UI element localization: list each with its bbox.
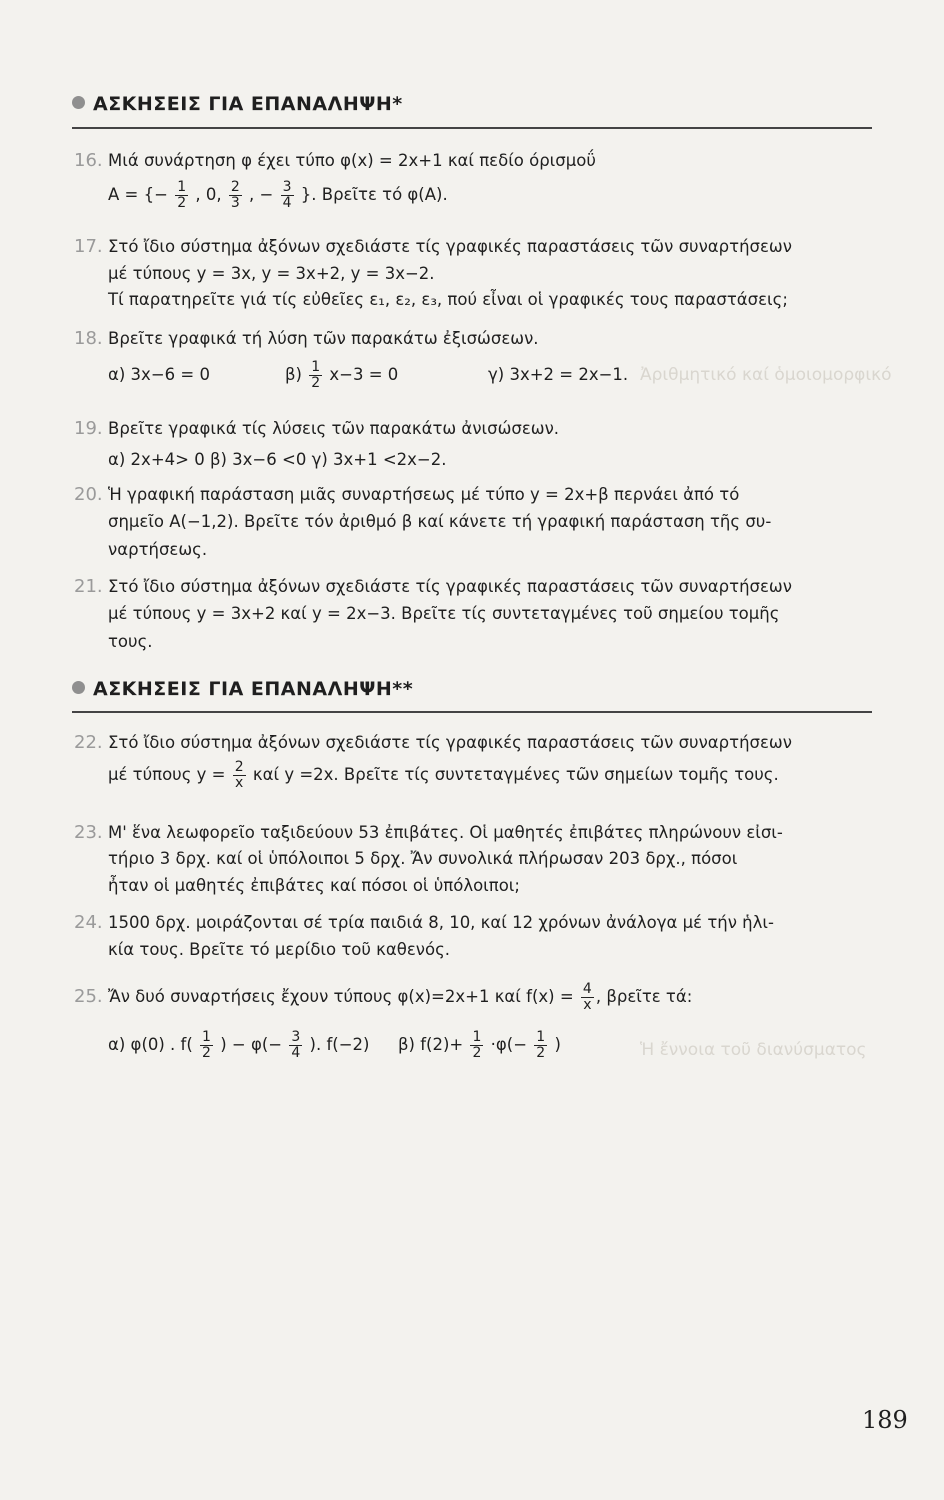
inequalities: α) 2x+4> 0 β) 3x−6 <0 γ) 3x+1 <2x−2. (108, 450, 447, 469)
numerator: 4 (582, 981, 592, 997)
expression-text: β) f(2)+ (397, 1035, 464, 1054)
exercise-text: μέ τύπους y = 3x, y = 3x+2, y = 3x−2. (108, 264, 435, 283)
denominator: 2 (536, 1045, 546, 1061)
exercise-number: 22. (74, 732, 103, 753)
denominator: 4 (291, 1045, 301, 1061)
numerator: 1 (536, 1029, 546, 1045)
numerator: 3 (282, 179, 292, 195)
numerator: 2 (230, 179, 240, 195)
exercise-text: Μ' ἕνα λεωφορεῖο ταξιδεύουν 53 ἐπιβάτες. Οἱ μαθητές ἐπιβάτες πληρώνουν εἰσι- (108, 823, 783, 842)
denominator: 2 (177, 195, 187, 211)
exercise-text: μέ τύπους y = (108, 765, 226, 784)
section-title: ΑΣΚΗΣΕΙΣ ΓΙΑ ΕΠΑΝΑΛΗΨΗ* (93, 93, 403, 115)
expression-text: α) φ(0) . f( (108, 1035, 193, 1054)
exercise-25-parts (108, 1030, 561, 1061)
exercise-22-line2 (108, 760, 779, 791)
exercise-text: Βρεῖτε γραφικά τίς λύσεις τῶν παρακάτω ἀνισώσεων. (108, 419, 560, 438)
fraction (229, 180, 242, 211)
exercise-21 (74, 574, 874, 600)
denominator: 2 (202, 1045, 211, 1061)
numerator: 3 (291, 1029, 301, 1045)
exercise-text: ναρτήσεως. (108, 540, 208, 559)
denominator: 4 (282, 195, 292, 211)
exercise-20 (74, 482, 874, 508)
exercise-number: 23. (74, 822, 103, 843)
exercise-text: κία τους. Βρεῖτε τό μερίδιο τοῦ καθενός. (108, 940, 451, 959)
fraction (534, 1030, 547, 1061)
set-text: , − (249, 185, 274, 204)
denominator: 2 (311, 375, 321, 391)
fraction (175, 180, 188, 211)
equation-a: α) 3x−6 = 0 (108, 365, 210, 384)
exercise-24 (74, 910, 874, 936)
exercise-16-set (108, 180, 448, 211)
expression-text: ) − φ(− (220, 1035, 283, 1054)
exercise-number: 21. (74, 576, 103, 597)
bleed-through-text: Ἀριθμητικό καί ὁμοιομορφικό (640, 365, 892, 385)
denominator: x (583, 997, 592, 1013)
exercise-25 (74, 982, 874, 1013)
exercise-text: Βρεῖτε γραφικά τή λύση τῶν παρακάτω ἐξισώσεων. (108, 329, 539, 348)
numerator: 2 (234, 759, 244, 775)
exercise-text: Ἡ γραφική παράσταση μιᾶς συναρτήσεως μέ τύπο y = 2x+β περνάει ἀπό τό (108, 485, 740, 504)
exercise-16 (74, 148, 874, 174)
exercise-text: Ἄν δυό συναρτήσεις ἔχουν τύπους φ(x)=2x+1 καί f(x) = (108, 987, 574, 1006)
exercise-17 (74, 234, 874, 260)
numerator: 1 (177, 179, 187, 195)
set-text: , 0, (195, 185, 222, 204)
section-heading (72, 93, 872, 115)
exercise-number: 18. (74, 328, 103, 349)
expression-text: ) (554, 1035, 561, 1054)
equation-b (285, 360, 398, 391)
exercise-number: 17. (74, 236, 103, 257)
expression-text: ). f(−2) (309, 1035, 370, 1054)
bullet-icon (72, 96, 85, 109)
expression-text: ·φ(− (490, 1035, 528, 1054)
numerator: 1 (202, 1029, 211, 1045)
exercise-text: μέ τύπους y = 3x+2 καί y = 2x−3. Βρεῖτε τίς συντεταγμένες τοῦ σημείου τομῆς (108, 604, 780, 623)
exercise-text: 1500 δρχ. μοιράζονται σέ τρία παιδιά 8, 10, καί 12 χρόνων ἀνάλογα μέ τήν ἡλι- (108, 913, 774, 932)
exercise-23 (74, 820, 874, 846)
set-text: Α = {− (108, 185, 168, 204)
section-rule (72, 127, 872, 129)
denominator: 3 (230, 195, 240, 211)
exercise-text: τους. (108, 632, 153, 651)
exercise-text: τήριο 3 δρχ. καί οἱ ὑπόλοιποι 5 δρχ. Ἄν συνολικά πλήρωσαν 203 δρχ., πόσοι (108, 849, 738, 868)
exercise-number: 16. (74, 150, 103, 171)
exercise-18 (74, 326, 874, 352)
equation-text: β) (285, 365, 302, 384)
page-number: 189 (862, 1406, 908, 1434)
bullet-icon (72, 681, 85, 694)
exercise-text: σημεῖο Α(−1,2). Βρεῖτε τόν ἀριθμό β καί κάνετε τή γραφική παράσταση τῆς συ- (108, 512, 772, 531)
exercise-number: 25. (74, 986, 103, 1007)
numerator: 1 (472, 1029, 482, 1045)
exercise-22 (74, 730, 874, 756)
bleed-through-text: Ἡ ἔννοια τοῦ διανύσματος (640, 1040, 867, 1060)
equation-c: γ) 3x+2 = 2x−1. (488, 365, 629, 384)
exercise-text: καί y =2x. Βρεῖτε τίς συντεταγμένες τῶν σημείων τομῆς τους. (252, 765, 779, 784)
exercise-text: Στό ἴδιο σύστημα ἀξόνων σχεδιάστε τίς γραφικές παραστάσεις τῶν συναρτήσεων (108, 237, 792, 256)
denominator: x (235, 775, 244, 791)
set-text: }. Βρεῖτε τό φ(Α). (300, 185, 448, 204)
fraction (289, 1030, 302, 1061)
equation-text: x−3 = 0 (329, 365, 399, 384)
exercise-text: Στό ἴδιο σύστημα ἀξόνων σχεδιάστε τίς γραφικές παραστάσεις τῶν συναρτήσεων (108, 577, 792, 596)
exercise-text: Στό ἴδιο σύστημα ἀξόνων σχεδιάστε τίς γραφικές παραστάσεις τῶν συναρτήσεων (108, 733, 792, 752)
exercise-text: ἦταν οἱ μαθητές ἐπιβάτες καί πόσοι οἱ ὑπόλοιποι; (108, 876, 520, 895)
exercise-text: , βρεῖτε τά: (595, 987, 693, 1006)
section-heading (72, 678, 872, 700)
exercise-text: Τί παρατηρεῖτε γιά τίς εὐθεῖες ε₁, ε₂, ε₃, πού εἶναι οἱ γραφικές τους παραστάσεις; (108, 290, 788, 309)
section-rule (72, 711, 872, 713)
exercise-number: 20. (74, 484, 103, 505)
section-title: ΑΣΚΗΣΕΙΣ ΓΙΑ ΕΠΑΝΑΛΗΨΗ** (93, 678, 414, 700)
exercise-19 (74, 416, 874, 442)
fraction (281, 180, 294, 211)
fraction (470, 1030, 483, 1061)
fraction (581, 982, 594, 1013)
exercise-number: 24. (74, 912, 103, 933)
fraction (309, 360, 322, 391)
exercise-text: Μιά συνάρτηση φ έχει τύπο φ(x) = 2x+1 καί πεδίο όρισμοΰ (108, 151, 596, 170)
fraction (200, 1030, 213, 1061)
numerator: 1 (311, 359, 321, 375)
denominator: 2 (472, 1045, 482, 1061)
fraction (233, 760, 246, 791)
exercise-number: 19. (74, 418, 103, 439)
